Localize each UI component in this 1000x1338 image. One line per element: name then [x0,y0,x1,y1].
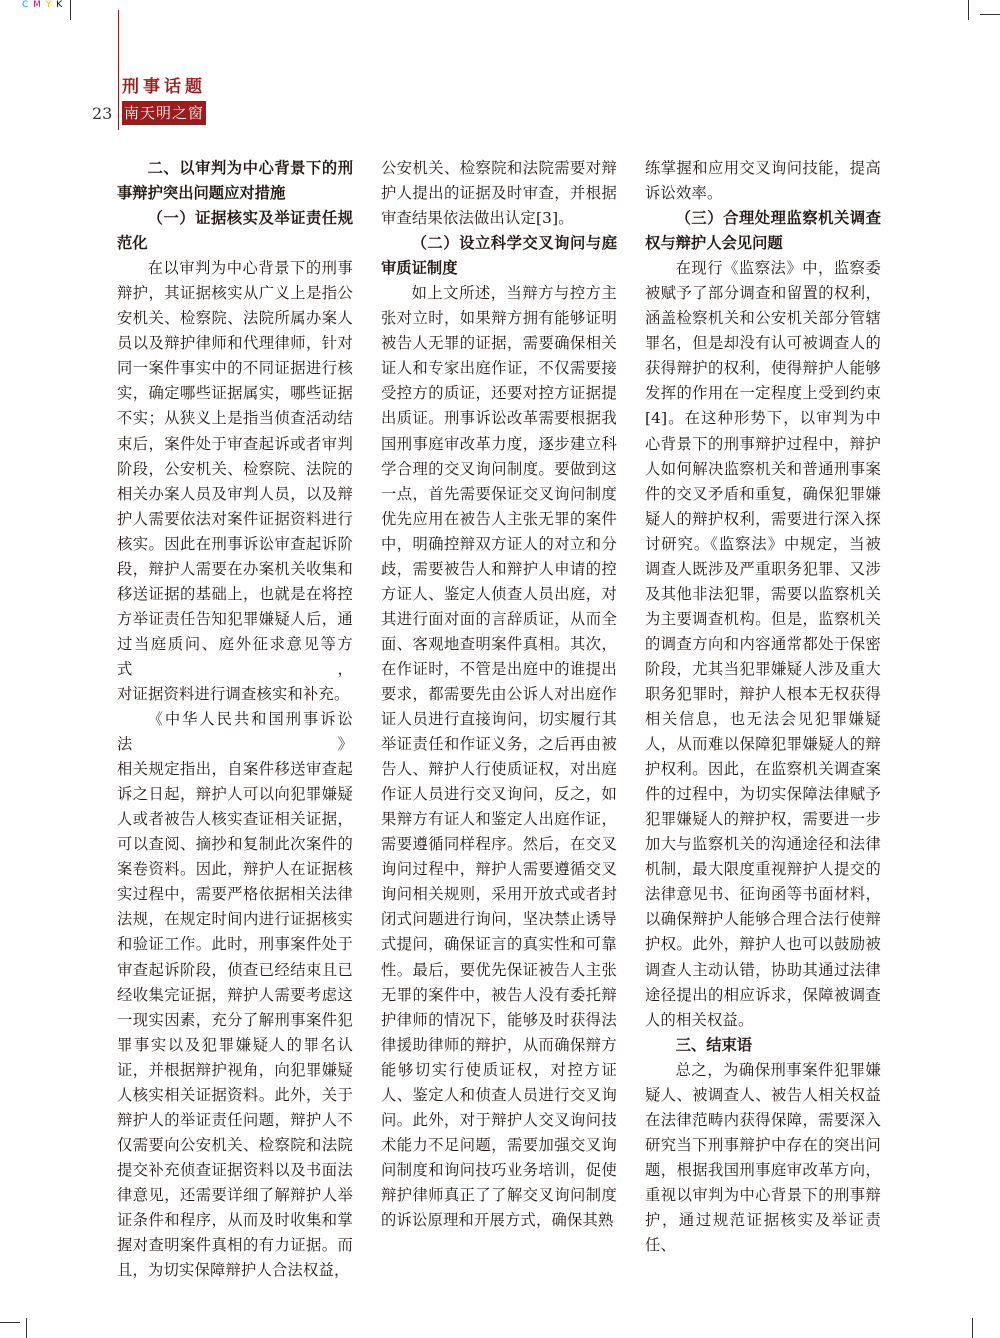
header-rule [118,10,119,130]
body-text-line: 心背景下的刑事辩护过程中，辩护 [645,434,881,453]
body-text-line: 面、客观地查明案件真相。其次， [381,634,617,653]
body-text-line: 国刑事庭审改革力度，逐步建立科 [381,434,617,453]
body-text-line: 在作证时，不管是出庭中的谁提出 [381,659,617,678]
body-text-line: 受控方的质证，还要对控方证据提 [381,384,617,403]
body-text-line: [4]。在这种形势下，以审判为中 [645,409,881,428]
body-text-line: 《中华人民共和国刑事诉讼法》 [117,710,353,754]
body-text-line: 在现行《监察法》中，监察委 [675,259,881,278]
body-text-line: 且，为切实保障辩护人合法权益， [117,1261,350,1280]
text-column-3 [645,156,881,1258]
body-text-line: 以确保辩护人能够合理合法行使辩 [645,910,881,929]
body-text-line: 诉之日起，辩护人可以向犯罪嫌疑 [117,785,353,804]
body-text-line: 告人、辩护人行使质证权，对出庭 [381,760,617,779]
body-text-line: 果辩方有证人和鉴定人出庭作证， [381,810,617,829]
body-text-line: 证条件和程序，从而及时收集和掌 [117,1210,353,1229]
body-text-line: 件的交叉矛盾和重复，确保犯罪嫌 [645,484,881,503]
body-text-line: 机制，最大限度重视辩护人提交的 [645,860,881,879]
body-text-line: 审查结果依法做出认定[3]。 [381,209,574,228]
section-heading-line: 范化 [117,234,148,253]
section-heading-line: 事辩护突出问题应对措施 [117,184,286,203]
body-text-line: 护权。此外，辩护人也可以鼓励被 [645,935,881,954]
body-text-line: 一点，首先需要保证交叉询问制度 [381,484,617,503]
body-text-line: 被赋予了部分调查和留置的权利， [645,284,881,303]
body-text-line: 审查起诉阶段，侦查已经结束且已 [117,960,353,979]
body-text-line: 性。最后，要优先保证被告人主张 [381,960,617,979]
body-text-line: 过当庭质问、庭外征求意见等方式， [117,634,353,678]
body-text-line: 研究当下刑事辩护中存在的突出问 [645,1135,881,1154]
body-text-line: 术能力不足问题，需要加强交叉询 [381,1135,617,1154]
body-text-line: 作证人员进行交叉询问，反之，如 [381,785,617,804]
body-text-line: 仅需要向公安机关、检察院和法院 [117,1135,353,1154]
body-text-line: 同一案件事实中的不同证据进行核 [117,359,353,378]
body-text-line: 对证据资料进行调查核实和补充。 [117,684,350,703]
body-text-line: 一现实因素，充分了解刑事案件犯 [117,1010,353,1029]
body-text-line: 询问相关规则，采用开放式或者封 [381,885,617,904]
body-text-line: 涵盖检察机关和公安机关部分管辖 [645,309,881,328]
body-text-line: 人的相关权益。 [645,1010,754,1029]
crop-mark-bottom-left [26,1318,27,1338]
body-text-line: 式提问，确保证言的真实性和可靠 [381,935,617,954]
body-text-line: 移送证据的基础上，也就是在将控 [117,584,353,603]
body-text-line: 辩护，其证据核实从广义上是指公 [117,284,353,303]
body-text-line: 人如何解决监察机关和普通刑事案 [645,459,881,478]
body-text-line: 优先应用在被告人主张无罪的案件 [381,509,617,528]
crop-mark-top-right [968,0,969,20]
body-text-line: 相关规定指出，自案件移送审查起 [117,760,353,779]
body-text-line: 律意见，还需要详细了解辩护人举 [117,1185,353,1204]
body-text-line: 方举证责任告知犯罪嫌疑人后，通 [117,609,353,628]
text-column-2 [381,156,617,1233]
body-text-line: 如上文所述，当辩方与控方主 [411,284,617,303]
body-text-line: 讨研究。《监察法》中规定，当被 [645,534,881,553]
body-text-line: 重视以审判为中心背景下的刑事辩 [645,1185,881,1204]
crop-mark-left-bottom [0,1322,20,1323]
magazine-name: 南天明之窗 [122,101,206,125]
body-text-line: 能够切实行使质证权，对控方证 [381,1060,617,1079]
crop-mark-bottom-right [972,1318,973,1338]
body-text-line: 学合理的交叉询问制度。要做到这 [381,459,617,478]
crop-mark-right-top [980,14,1000,15]
body-text-line: 加大与监察机关的沟通途径和法律 [645,835,881,854]
body-text-line: 被告人无罪的证据，需要确保相关 [381,334,617,353]
body-text-line: 及其他非法犯罪，需要以监察机关 [645,584,881,603]
crop-mark-top-left [70,0,71,20]
body-text-line: 张对立时，如果辩方拥有能够证明 [381,309,617,328]
body-text-line: 员以及辩护律师和代理律师，针对 [117,334,353,353]
body-text-line: 在法律范畴内获得保障，需要深入 [645,1110,881,1129]
body-text-line: 的调查方向和内容通常都处于保密 [645,634,881,653]
body-text-line: 证人员进行直接询问，切实履行其 [381,710,617,729]
body-text-line: 疑人、被调查人、被告人相关权益 [645,1085,881,1104]
body-text-line: 调查人主动认错，协助其通过法律 [645,960,881,979]
body-text-line: 询问过程中，辩护人需要遵循交叉 [381,860,617,879]
cmyk-m: M [33,0,42,10]
body-text-line: 证人和专家出庭作证，不仅需要接 [381,359,617,378]
body-text-line: 法规，在规定时间内进行证据核实 [117,910,353,929]
body-text-line: 证，并根据辩护视角，向犯罪嫌疑 [117,1060,353,1079]
body-text-line: 件的过程中，为切实保障法律赋予 [645,785,881,804]
body-text-line: 不实；从狭义上是指当侦查活动结 [117,409,353,428]
body-text-line: 无罪的案件中，被告人没有委托辩 [381,985,617,1004]
body-text-line: 护权利。因此，在监察机关调查案 [645,760,881,779]
body-text-line: 诉讼效率。 [645,184,723,203]
body-text-line: 问制度和询问技巧业务培训，促使 [381,1160,617,1179]
body-text-line: 安机关、检察院、法院所属办案人 [117,309,353,328]
body-text-line: 犯罪嫌疑人的辩护权，需要进一步 [645,810,881,829]
body-text-line: 公安机关、检察院和法院需要对辩 [381,159,617,177]
body-text-line: 途径提出的相应诉求，保障被调查 [645,985,881,1004]
body-text-line: 人核实相关证据资料。此外，关于 [117,1085,353,1104]
section-heading-line: 审质证制度 [381,259,458,278]
cmyk-y: Y [45,0,53,10]
body-text-line: 护人提出的证据及时审查，并根据 [381,184,617,203]
body-text-line: 其进行面对面的言辞质证，从而全 [381,609,617,628]
body-text-line: 题，根据我国刑事庭审改革方向， [645,1160,881,1179]
body-text-line: 束后，案件处于审查起诉或者审判 [117,434,353,453]
body-text-line: 辩护人的举证责任问题，辩护人不 [117,1110,353,1129]
body-text-line: 和验证工作。此时，刑事案件处于 [117,935,353,954]
body-text-line: 实，确定哪些证据属实，哪些证据 [117,384,353,403]
body-text-line: 阶段，尤其当犯罪嫌疑人涉及重大 [645,659,881,678]
body-text-line: 人、鉴定人和侦查人员进行交叉询 [381,1085,617,1104]
body-text-line: 核实。因此在刑事诉讼审查起诉阶 [117,534,353,553]
body-text-line: 实过程中，需要严格依据相关法律 [117,885,353,904]
body-text-line: 握对查明案件真相的有力证据。而 [117,1236,353,1255]
body-text-line: 护人需要依法对案件证据资料进行 [117,509,353,528]
body-text-line: 罪事实以及犯罪嫌疑人的罪名认 [117,1035,353,1054]
body-text-line: 获得辩护的权利，使得辩护人能够 [645,359,881,378]
body-text-line: 法律意见书、征询函等书面材料， [645,885,881,904]
section-title: 刑事话题 [122,77,206,97]
cmyk-color-bar [22,0,63,10]
body-text-line: 闭式问题进行询问，坚决禁止诱导 [381,910,617,929]
body-text-line: 需要遵循同样程序。然后，在交叉 [381,835,617,854]
body-text-line: 歧，需要被告人和辩护人申请的控 [381,559,617,578]
body-text-line: 可以查阅、摘抄和复制此次案件的 [117,835,353,854]
body-text-line: 人或者被告人核实查证相关证据， [117,810,353,829]
body-text-line: 人，从而难以保障犯罪嫌疑人的辩 [645,735,881,754]
body-text-line: 辩护律师真正了了解交叉询问制度 [381,1185,617,1204]
body-text-line: 的诉讼原理和开展方式，确保其熟 [381,1210,614,1229]
body-text-line: 相关办案人员及审判人员，以及辩 [117,484,353,503]
body-text-line: 发挥的作用在一定程度上受到约束 [645,384,881,403]
body-text-line: 调查人既涉及严重职务犯罪、又涉 [645,559,881,578]
body-text-line: 要求，都需要先由公诉人对出庭作 [381,684,617,703]
body-text-line: 律援助律师的辩护，从而确保辩方 [381,1035,617,1054]
section-heading-line: 权与辩护人会见问题 [645,234,783,253]
body-text-line: 出质证。刑事诉讼改革需要根据我 [381,409,617,428]
section-heading-line: 二、以审判为中心背景下的刑 [147,159,353,177]
section-heading-line: （三）合理处理监察机关调查 [675,209,881,228]
body-text-line: 经收集完证据，辩护人需要考虑这 [117,985,353,1004]
text-column-1 [117,156,353,1283]
body-text-line: 案卷资料。因此，辩护人在证据核 [117,860,353,879]
body-text-line: 罪名，但是却没有认可被调查人的 [645,334,881,353]
body-text-line: 护，通过规范证据核实及举证责任、 [645,1210,881,1255]
body-text-line: 问。此外，对于辩护人交叉询问技 [381,1110,617,1129]
body-text-line: 相关信息，也无法会见犯罪嫌疑 [645,710,881,729]
body-text-line: 在以审判为中心背景下的刑事 [147,259,353,278]
body-text-line: 为主要调查机构。但是，监察机关 [645,609,881,628]
body-text-line: 举证责任和作证义务，之后再由被 [381,735,617,754]
body-text-line: 中，明确控辩双方证人的对立和分 [381,534,617,553]
body-text-line: 疑人的辩护权利，需要进行深入探 [645,509,881,528]
body-text-line: 总之，为确保刑事案件犯罪嫌 [675,1060,881,1079]
section-heading-line: （一）证据核实及举证责任规 [147,209,353,228]
section-heading-line: （二）设立科学交叉询问与庭 [411,234,617,253]
body-text-line: 护律师的情况下，能够及时获得法 [381,1010,617,1029]
section-heading-line: 三、结束语 [675,1035,753,1054]
body-text-line: 方证人、鉴定人侦查人员出庭，对 [381,584,617,603]
cmyk-k: K [56,0,64,10]
body-text-line: 练掌握和应用交叉询问技能，提高 [645,159,881,177]
cmyk-c: C [22,0,30,10]
body-text-line: 段，辩护人需要在办案机关收集和 [117,559,353,578]
body-text-line: 职务犯罪时，辩护人根本无权获得 [645,684,881,703]
page-number: 23 [92,104,113,123]
body-text-line: 阶段，公安机关、检察院、法院的 [117,459,353,478]
body-text-line: 提交补充侦查证据资料以及书面法 [117,1160,353,1179]
